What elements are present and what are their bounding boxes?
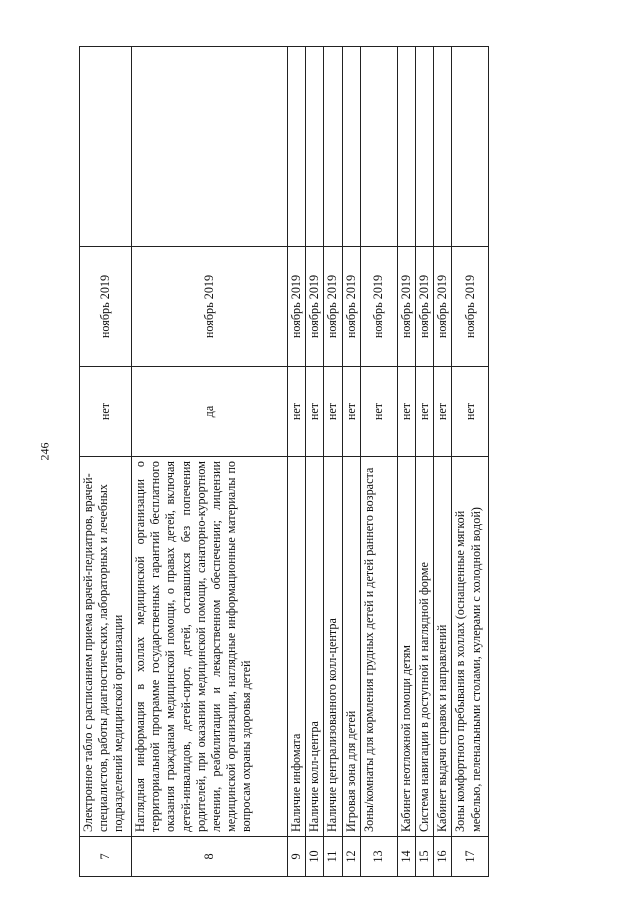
row-description: Зоны комфортного пребывания в холлах (оснащенные мягкой мебелью, пеленальными столами, кулерами с холодной водой) bbox=[452, 457, 489, 837]
row-date: ноябрь 2019 bbox=[288, 247, 306, 367]
row-date: ноябрь 2019 bbox=[416, 247, 434, 367]
row-number: 17 bbox=[452, 837, 489, 877]
row-number: 11 bbox=[324, 837, 342, 877]
row-date: ноябрь 2019 bbox=[397, 247, 415, 367]
row-description: Зоны/комнаты для кормления грудных детей и детей раннего возраста bbox=[360, 457, 397, 837]
row-notes bbox=[288, 47, 306, 247]
row-number: 8 bbox=[132, 837, 288, 877]
row-notes bbox=[416, 47, 434, 247]
row-answer: нет bbox=[288, 367, 306, 457]
row-date: ноябрь 2019 bbox=[360, 247, 397, 367]
table-row bbox=[452, 47, 489, 877]
row-date: ноябрь 2019 bbox=[132, 247, 288, 367]
row-description: Игровая зона для детей bbox=[342, 457, 360, 837]
row-number: 14 bbox=[397, 837, 415, 877]
table-row bbox=[416, 47, 434, 877]
row-description: Наличие централизованного колл-центра bbox=[324, 457, 342, 837]
table-row bbox=[324, 47, 342, 877]
row-number: 9 bbox=[288, 837, 306, 877]
row-answer: нет bbox=[360, 367, 397, 457]
row-notes bbox=[132, 47, 288, 247]
table-row bbox=[342, 47, 360, 877]
table-row bbox=[306, 47, 324, 877]
row-date: ноябрь 2019 bbox=[434, 247, 452, 367]
row-answer: да bbox=[132, 367, 288, 457]
row-description: Система навигации в доступной и наглядной форме bbox=[416, 457, 434, 837]
rotated-table-wrapper bbox=[79, 47, 483, 877]
row-notes bbox=[324, 47, 342, 247]
row-date: ноябрь 2019 bbox=[324, 247, 342, 367]
row-number: 13 bbox=[360, 837, 397, 877]
row-notes bbox=[452, 47, 489, 247]
row-answer: нет bbox=[324, 367, 342, 457]
row-date: ноябрь 2019 bbox=[306, 247, 324, 367]
row-answer: нет bbox=[306, 367, 324, 457]
row-date: ноябрь 2019 bbox=[452, 247, 489, 367]
row-notes bbox=[360, 47, 397, 247]
table-row bbox=[397, 47, 415, 877]
row-number: 10 bbox=[306, 837, 324, 877]
table-row bbox=[288, 47, 306, 877]
table-row bbox=[132, 47, 288, 877]
row-answer: нет bbox=[416, 367, 434, 457]
row-number: 16 bbox=[434, 837, 452, 877]
row-notes bbox=[397, 47, 415, 247]
row-description: Наглядная информация в холлах медицинской организации о территориальной программе государственных гарантий бесплатного оказания гражданам медицинской помощи, о правах детей, включая детей-инвалидов, детей-сирот, детей, оставшихся без попечения родителей, при оказании медицинской помощи, санаторно-курортном лечении, реабилитации и лекарственном обеспечении; лицензии медицинской организации, наглядные информационные материалы по вопросам охраны здоровья детей bbox=[132, 457, 288, 837]
row-notes bbox=[434, 47, 452, 247]
row-answer: нет bbox=[80, 367, 132, 457]
row-date: ноябрь 2019 bbox=[342, 247, 360, 367]
row-description: Наличие колл-центра bbox=[306, 457, 324, 837]
row-answer: нет bbox=[397, 367, 415, 457]
table-row bbox=[434, 47, 452, 877]
row-number: 12 bbox=[342, 837, 360, 877]
row-answer: нет bbox=[434, 367, 452, 457]
row-description: Кабинет неотложной помощи детям bbox=[397, 457, 415, 837]
row-description: Наличие инфомата bbox=[288, 457, 306, 837]
row-description: Кабинет выдачи справок и направлений bbox=[434, 457, 452, 837]
row-description: Электронное табло с расписанием приема врачей-педиатров, врачей-специалистов, работы диагностических, лабораторных и лечебных подразделений медицинской организации bbox=[80, 457, 132, 837]
row-date: ноябрь 2019 bbox=[80, 247, 132, 367]
row-notes bbox=[80, 47, 132, 247]
measures-table bbox=[79, 46, 489, 877]
table-row bbox=[360, 47, 397, 877]
row-answer: нет bbox=[342, 367, 360, 457]
row-number: 7 bbox=[80, 837, 132, 877]
row-notes bbox=[306, 47, 324, 247]
table-row bbox=[80, 47, 132, 877]
row-notes bbox=[342, 47, 360, 247]
row-answer: нет bbox=[452, 367, 489, 457]
page-number: 246 bbox=[37, 442, 52, 461]
row-number: 15 bbox=[416, 837, 434, 877]
